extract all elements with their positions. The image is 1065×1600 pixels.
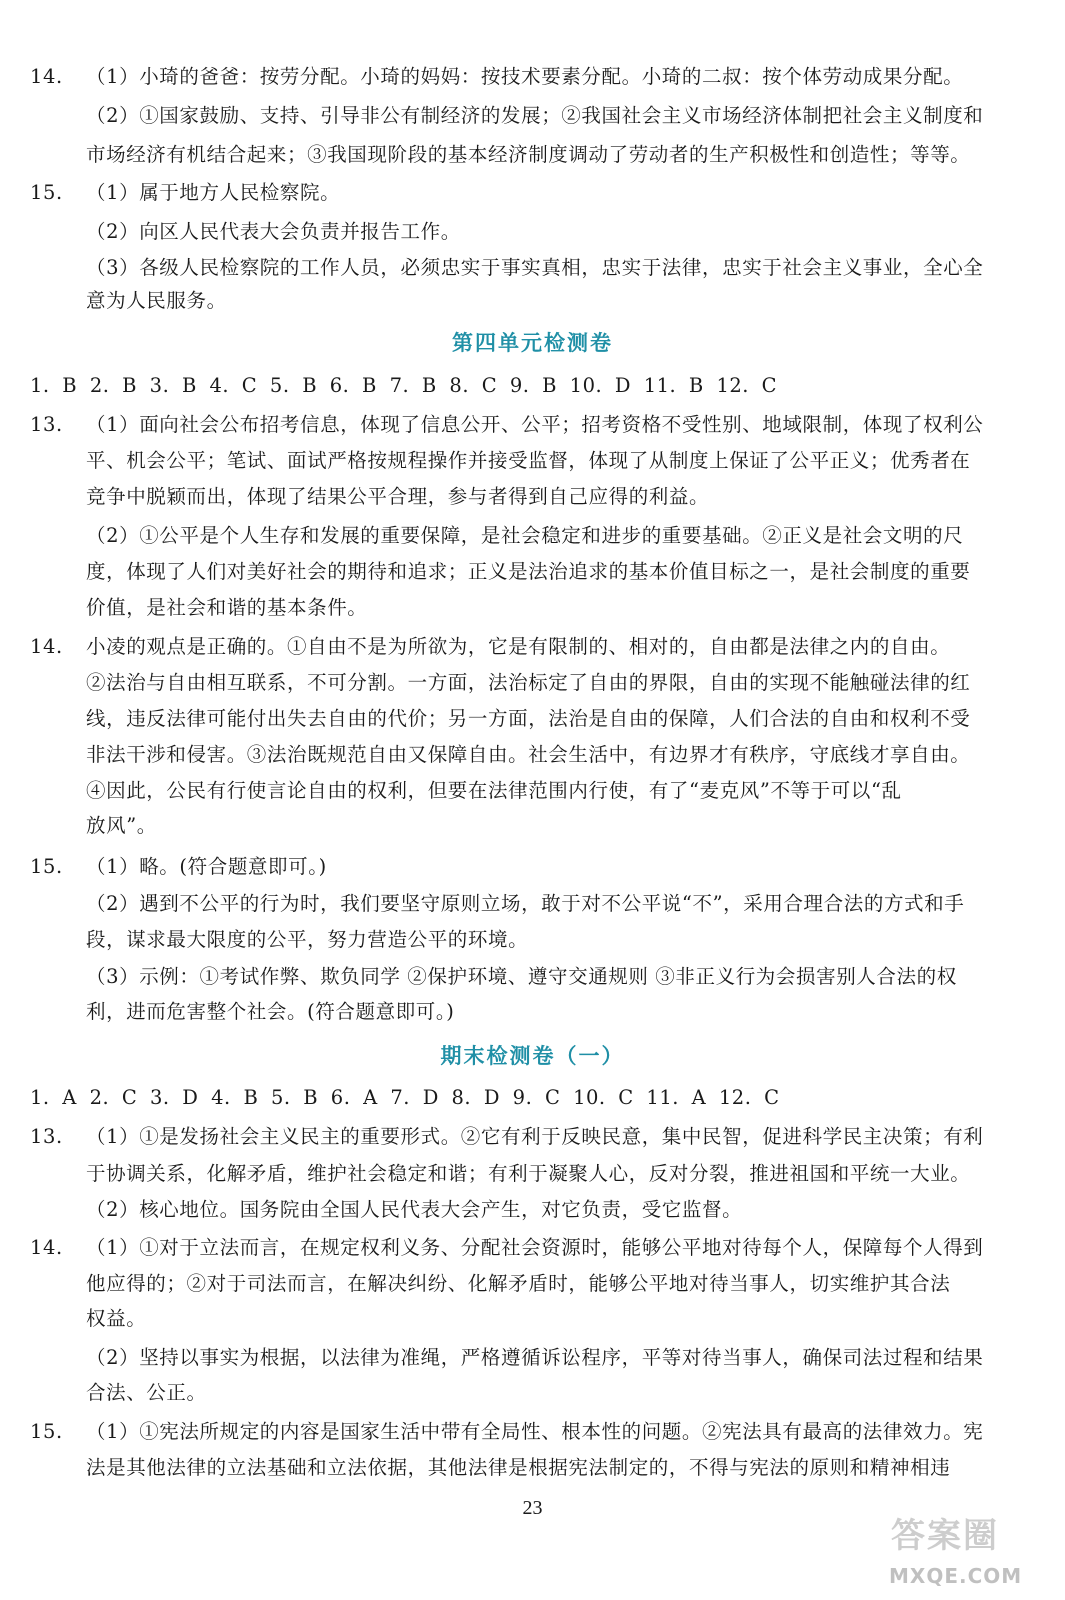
question-number: 14. (30, 1236, 63, 1259)
line-text: （2）①公平是个人生存和发展的重要保障，是社会稳定和进步的重要基础。②正义是社会文明的尺 (86, 524, 964, 547)
line-text: （2）遇到不公平的行为时，我们要坚守原则立场，敢于对不公平说“不”，采用合理合法的方式和手 (86, 892, 965, 915)
line-text: （2）向区人民代表大会负责并报告工作。 (86, 220, 461, 243)
text-line (0, 1304, 1065, 1334)
text-line (0, 997, 1065, 1027)
text-line (0, 101, 1065, 131)
text-line (0, 632, 1065, 662)
text-line (0, 1195, 1065, 1225)
question-number: 15. (30, 855, 63, 878)
line-text: 他应得的；②对于司法而言，在解决纠纷、化解矛盾时，能够公平地对待当事人，切实维护其合法 (86, 1272, 951, 1295)
line-text: 法是其他法律的立法基础和立法依据，其他法律是根据宪法制定的，不得与宪法的原则和精神相违 (86, 1456, 951, 1479)
text-line (0, 1233, 1065, 1263)
watermark-url: MXQE.COM (889, 1564, 1023, 1588)
line-text: （3）示例：①考试作弊、欺负同学 ②保护环境、遵守交通规则 ③非正义行为会损害别人合法的权 (86, 965, 957, 988)
text-line (0, 1269, 1065, 1299)
line-text: 竞争中脱颖而出，体现了结果公平合理，参与者得到自己应得的利益。 (86, 485, 710, 508)
text-line (0, 1453, 1065, 1483)
text-line (0, 1122, 1065, 1152)
line-text: ②法治与自由相互联系，不可分割。一方面，法治标定了自由的界限，自由的实现不能触碰法律的红 (86, 671, 971, 694)
text-line (0, 140, 1065, 170)
text-line (0, 1417, 1065, 1447)
line-text: 非法干涉和侵害。③法治既规范自由又保障自由。社会生活中，有边界才有秩序，守底线才享自由。 (86, 743, 971, 766)
question-number: 13. (30, 413, 63, 436)
text-line (0, 962, 1065, 992)
text-line (0, 253, 1065, 283)
question-number: 13. (30, 1125, 63, 1148)
line-text: 平、机会公平；笔试、面试严格按规程操作并接受监督，体现了从制度上保证了公平正义；优秀者在 (86, 449, 971, 472)
text-line (0, 521, 1065, 551)
line-text: 权益。 (86, 1307, 147, 1330)
page-number: 23 (522, 1497, 543, 1519)
line-text: ④因此，公民有行使言论自由的权利，但要在法律范围内行使，有了“麦克风”不等于可以“乱 (86, 779, 902, 802)
text-line (0, 852, 1065, 882)
line-text: 段，谋求最大限度的公平，努力营造公平的环境。 (86, 928, 529, 951)
line-text: 合法、公正。 (86, 1381, 207, 1404)
question-number: 15. (30, 181, 63, 204)
line-text: （1）属于地方人民检察院。 (86, 181, 341, 204)
text-line (0, 740, 1065, 770)
watermark-logo (887, 1508, 1047, 1588)
text-line (0, 811, 1065, 841)
line-text: （2）①国家鼓励、支持、引导非公有制经济的发展；②我国社会主义市场经济体制把社会主义制度和 (86, 104, 984, 127)
text-line (0, 410, 1065, 440)
line-text: （1）小琦的爸爸：按劳分配。小琦的妈妈：按技术要素分配。小琦的二叔：按个体劳动成果分配。 (86, 65, 964, 88)
question-number: 14. (30, 635, 63, 658)
line-text: （3）各级人民检察院的工作人员，必须忠实于事实真相，忠实于法律，忠实于社会主义事业，全心全 (86, 256, 984, 279)
line-text: 市场经济有机结合起来；③我国现阶段的基本经济制度调动了劳动者的生产积极性和创造性；等等。 (86, 143, 971, 166)
section-heading: 第四单元检测卷 (452, 331, 613, 355)
text-line (0, 1378, 1065, 1408)
text-line (0, 889, 1065, 919)
question-number: 15. (30, 1420, 63, 1443)
line-text: 线，违反法律可能付出失去自由的代价；另一方面，法治是自由的保障，人们合法的自由和权利不受 (86, 707, 971, 730)
line-text: （2）坚持以事实为根据，以法律为准绳，严格遵循诉讼程序，平等对待当事人，确保司法过程和结果 (86, 1346, 984, 1369)
line-text: 于协调关系，化解矛盾，维护社会稳定和谐；有利于凝聚人心，反对分裂，推进祖国和平统一大业。 (86, 1162, 971, 1185)
line-text: 意为人民服务。 (86, 289, 227, 312)
text-line (0, 668, 1065, 698)
line-text: （1）略。(符合题意即可。) (86, 855, 327, 878)
section-heading: 期末检测卷（一） (440, 1044, 625, 1068)
line-text: （1）①是发扬社会主义民主的重要形式。②它有利于反映民意，集中民智，促进科学民主决策；有利 (86, 1125, 984, 1148)
line-text: （1）①对于立法而言，在规定权利义务、分配社会资源时，能够公平地对待每个人，保障每个人得到 (86, 1236, 984, 1259)
line-text: （1）①宪法所规定的内容是国家生活中带有全局性、根本性的问题。②宪法具有最高的法律效力。宪 (86, 1420, 984, 1443)
question-number: 14. (30, 65, 63, 88)
watermark-logo-text: 答案圈 (891, 1516, 999, 1556)
text-line (0, 776, 1065, 806)
text-line (0, 1159, 1065, 1189)
line-text: 度，体现了人们对美好社会的期待和追求；正义是法治追求的基本价值目标之一，是社会制度的重要 (86, 560, 971, 583)
text-line (0, 557, 1065, 587)
text-line (0, 217, 1065, 247)
line-text: （2）核心地位。国务院由全国人民代表大会产生，对它负责，受它监督。 (86, 1198, 743, 1221)
text-line (0, 1343, 1065, 1373)
text-line (0, 925, 1065, 955)
line-text: 利，进而危害整个社会。(符合题意即可。) (86, 1000, 455, 1023)
line-text: 价值，是社会和谐的基本条件。 (86, 596, 368, 619)
text-line (0, 482, 1065, 512)
text-line (0, 178, 1065, 208)
text-line (0, 62, 1065, 92)
text-line (0, 704, 1065, 734)
text-line (0, 286, 1065, 316)
answer-key: 1. B 2. B 3. B 4. C 5. B 6. B 7. B 8. C 9. B 10. D 11. B 12. C (30, 374, 778, 397)
answer-key: 1. A 2. C 3. D 4. B 5. B 6. A 7. D 8. D 9. C 10. C 11. A 12. C (30, 1086, 780, 1109)
line-text: 放风”。 (86, 814, 157, 837)
text-line (0, 593, 1065, 623)
line-text: 小凌的观点是正确的。①自由不是为所欲为，它是有限制的、相对的，自由都是法律之内的自由。 (86, 635, 951, 658)
text-line (0, 446, 1065, 476)
line-text: （1）面向社会公布招考信息，体现了信息公开、公平；招考资格不受性别、地域限制，体现了权利公 (86, 413, 984, 436)
